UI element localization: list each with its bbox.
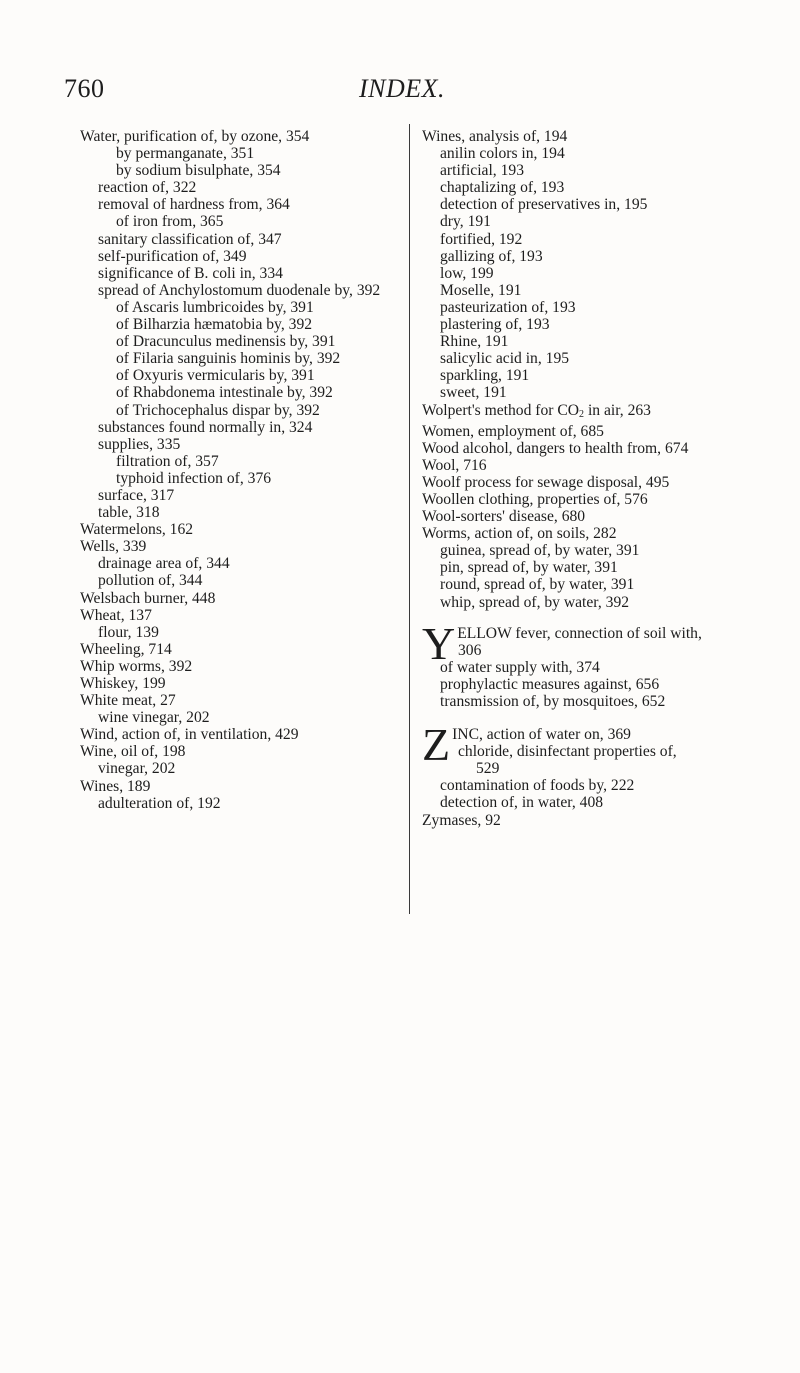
entry-text: INC, action of water on, 369: [452, 726, 631, 744]
entry-text: detection of, in water, 408: [440, 794, 604, 812]
index-entry: [98, 231, 398, 248]
index-entry: [80, 538, 398, 555]
section-y-entries: [422, 659, 752, 710]
entry-text: round, spread of, by water, 391: [440, 576, 635, 594]
entry-text: Wolpert's method for CO: [422, 401, 580, 419]
entry-text: gallizing of, 193: [440, 247, 543, 265]
index-entry: [440, 196, 752, 213]
index-entry: [116, 367, 398, 384]
entry-text: Wheat, 137: [80, 606, 152, 624]
entry-text: pin, spread of, by water, 391: [440, 559, 618, 577]
entry-text: ELLOW fever, connection of soil with,: [457, 624, 702, 642]
entry-text: prophylactic measures against, 656: [440, 675, 660, 693]
index-entry: [440, 676, 752, 693]
index-entry: [80, 607, 398, 624]
index-entry: [116, 316, 398, 333]
index-entry: [440, 299, 752, 316]
entry-text: reaction of, 322: [98, 179, 197, 197]
index-entry: [422, 508, 752, 525]
index-entry: [422, 474, 752, 491]
section-y: [422, 617, 752, 710]
entry-text: Woollen clothing, properties of, 576: [422, 490, 648, 508]
index-entry: [80, 743, 398, 760]
entry-text: of Ascaris lumbricoides by, 391: [116, 298, 314, 316]
entry-text: of Dracunculus medinensis by, 391: [116, 333, 336, 351]
index-entry: [440, 576, 752, 593]
entry-text: Whip worms, 392: [80, 657, 193, 675]
index-entry: [440, 162, 752, 179]
entry-text-after: in air, 263: [584, 401, 651, 419]
index-entry-continuation: 306: [458, 641, 482, 659]
entry-text: Wines, 189: [80, 777, 151, 795]
index-entry: [440, 213, 752, 230]
index-entry: [440, 333, 752, 350]
entry-text: of Rhabdonema intestinale by, 392: [116, 384, 333, 402]
index-entry: [80, 521, 398, 538]
entry-text: sweet, 191: [440, 384, 507, 402]
entry-text: detection of preservatives in, 195: [440, 196, 648, 214]
entry-text: Wood alcohol, dangers to health from, 674: [422, 439, 689, 457]
entry-text: Women, employment of, 685: [422, 422, 604, 440]
index-entry: [422, 525, 752, 542]
entry-text: Water, purification of, by ozone, 354: [80, 128, 310, 145]
entry-text: of Filaria sanguinis hominis by, 392: [116, 350, 341, 368]
entry-text: Wheeling, 714: [80, 640, 172, 658]
entry-text: plastering of, 193: [440, 316, 550, 334]
entry-text: salicylic acid in, 195: [440, 350, 570, 368]
index-entry: [80, 590, 398, 607]
index-entry: [440, 265, 752, 282]
index-entry: [98, 487, 398, 504]
entry-text: Wine, oil of, 198: [80, 743, 186, 761]
index-entry: [440, 350, 752, 367]
index-entry: [440, 659, 752, 676]
subscript: 2: [579, 408, 585, 420]
index-entry: [98, 282, 398, 299]
index-entry: [116, 350, 398, 367]
index-entry: [98, 504, 398, 521]
running-title: INDEX.: [358, 74, 446, 103]
index-entry: [116, 333, 398, 350]
index-entry: [422, 812, 752, 829]
index-entry: [98, 248, 398, 265]
entry-text: surface, 317: [98, 486, 175, 504]
index-entry: [98, 760, 398, 777]
entry-text: drainage area of, 344: [98, 555, 230, 573]
index-entry: [98, 795, 398, 812]
index-entry: [80, 128, 398, 145]
entry-text: dry, 191: [440, 213, 491, 231]
entry-text: adulteration of, 192: [98, 794, 221, 812]
section-z-entries: [422, 777, 752, 828]
index-entry: [440, 145, 752, 162]
index-entry: [98, 436, 398, 453]
index-entry: [98, 265, 398, 282]
index-entry: [422, 491, 752, 508]
index-entry: [422, 402, 752, 423]
entry-text: table, 318: [98, 504, 160, 522]
index-entry: [440, 542, 752, 559]
entry-text: fortified, 192: [440, 230, 523, 248]
entry-text: Wool, 716: [422, 456, 487, 474]
entry-text: wine vinegar, 202: [98, 709, 210, 727]
entry-text: vinegar, 202: [98, 760, 176, 778]
entry-text: transmission of, by mosquitoes, 652: [440, 693, 666, 710]
entry-text: Rhine, 191: [440, 333, 509, 351]
index-entry: [440, 384, 752, 401]
entry-text: Wind, action of, in ventilation, 429: [80, 726, 299, 744]
entry-text: of iron from, 365: [116, 213, 224, 231]
column-divider: [409, 124, 410, 914]
entry-text: of Trichocephalus dispar by, 392: [116, 401, 320, 419]
index-entry: [422, 423, 752, 440]
index-entry: [440, 179, 752, 196]
entry-text: guinea, spread of, by water, 391: [440, 542, 640, 560]
entry-text: of Oxyuris vermicularis by, 391: [116, 367, 315, 385]
index-column-right: [416, 128, 752, 829]
entry-text: Welsbach burner, 448: [80, 589, 216, 607]
entry-text: substances found normally in, 324: [98, 418, 313, 436]
entry-text: flour, 139: [98, 623, 159, 641]
entry-text: Wool-sorters' disease, 680: [422, 508, 586, 526]
index-entry: [98, 179, 398, 196]
index-entry-continuation: 529: [476, 760, 500, 778]
entry-text: filtration of, 357: [116, 452, 219, 470]
entry-text: Wines, analysis of, 194: [422, 128, 568, 145]
entry-text: Woolf process for sewage disposal, 495: [422, 473, 670, 491]
index-entry: [440, 693, 752, 710]
entry-text: anilin colors in, 194: [440, 145, 565, 163]
index-entry: [422, 128, 752, 145]
entry-text: Moselle, 191: [440, 281, 522, 299]
entry-text: spread of Anchylostomum duodenale by, 392: [98, 281, 381, 299]
index-entry: [98, 419, 398, 436]
index-entry: [116, 402, 398, 419]
index-entry: [116, 299, 398, 316]
entry-text: pollution of, 344: [98, 572, 203, 590]
index-entry: [422, 440, 752, 457]
entry-text: typhoid infection of, 376: [116, 469, 272, 487]
index-entry: [440, 231, 752, 248]
index-entry: [80, 675, 398, 692]
index-entry: [440, 367, 752, 384]
entry-text: sparkling, 191: [440, 367, 530, 385]
index-entry: [116, 384, 398, 401]
index-entry: [116, 470, 398, 487]
index-entry: [98, 624, 398, 641]
index-entry: chloride, disinfectant properties of,: [458, 743, 677, 761]
index-entry: [80, 658, 398, 675]
index-column-left: [80, 128, 398, 812]
entry-text: by sodium bisulphate, 354: [116, 162, 281, 180]
index-entry: [80, 692, 398, 709]
index-entry: [440, 282, 752, 299]
entry-text: chaptalizing of, 193: [440, 179, 565, 197]
index-entry: [440, 594, 752, 611]
entry-text: removal of hardness from, 364: [98, 196, 290, 214]
entry-text: Wells, 339: [80, 538, 147, 556]
index-entry: [422, 457, 752, 474]
entry-text: contamination of foods by, 222: [440, 777, 635, 795]
entry-text: of water supply with, 374: [440, 658, 600, 676]
index-entry: [440, 248, 752, 265]
index-entry: [116, 145, 398, 162]
index-entry: [440, 316, 752, 333]
index-entry: [98, 196, 398, 213]
dropcap-letter: Y: [422, 617, 456, 669]
entry-text: self-purification of, 349: [98, 247, 247, 265]
entry-text: low, 199: [440, 264, 494, 282]
index-entry: [98, 709, 398, 726]
entry-text: Watermelons, 162: [80, 521, 194, 539]
entry-text: of Bilharzia hæmatobia by, 392: [116, 316, 313, 334]
section-z: [422, 719, 752, 829]
entry-text: by permanganate, 351: [116, 145, 255, 163]
index-entry: [80, 726, 398, 743]
index-entry: [116, 213, 398, 230]
entry-text: whip, spread of, by water, 392: [440, 593, 630, 611]
page-number: 760: [64, 74, 105, 103]
entry-text: supplies, 335: [98, 435, 181, 453]
entry-text: artificial, 193: [440, 162, 524, 180]
entry-text: White meat, 27: [80, 692, 176, 710]
entry-text: Zymases, 92: [422, 811, 501, 829]
page-header: [64, 74, 740, 108]
entry-text: significance of B. coli in, 334: [98, 264, 283, 282]
index-entry: [440, 559, 752, 576]
entry-text: Whiskey, 199: [80, 675, 166, 692]
index-entry: [80, 641, 398, 658]
index-entry: [440, 777, 752, 794]
index-entry: [98, 572, 398, 589]
dropcap-letter: Z: [422, 719, 451, 771]
index-entry: [116, 453, 398, 470]
entry-text: sanitary classification of, 347: [98, 230, 282, 248]
entry-text: pasteurization of, 193: [440, 298, 576, 316]
index-entry: [116, 162, 398, 179]
index-entry: [80, 778, 398, 795]
index-entry: [440, 794, 752, 811]
index-entry: [98, 555, 398, 572]
right-entries: [422, 128, 752, 611]
entry-text: Worms, action of, on soils, 282: [422, 525, 617, 543]
